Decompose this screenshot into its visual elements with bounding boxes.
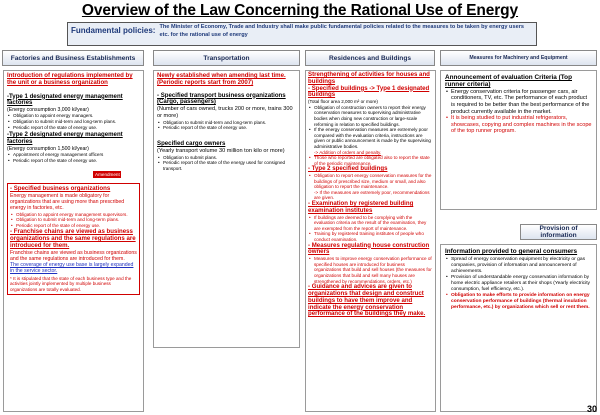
header-transportation: Transportation: [153, 50, 300, 66]
list-item: • Periodic report of the state of energy use.: [7, 125, 140, 131]
examination-heading: - Examination by registered building examination institutes: [308, 200, 414, 214]
page-title: Overview of the Law Concerning the Rational Use of Energy: [81, 2, 519, 19]
house-construction-list: [308, 256, 433, 284]
announcement-heading: Announcement of evaluation Criteria (Top runner criteria): [445, 74, 572, 89]
list-item: • Appointment of energy management officers: [7, 152, 140, 158]
type2-buildings-list: [308, 173, 433, 190]
specified-transport-heading: - Specified transport business organizations (Cargo, passengers): [157, 91, 286, 106]
list-item: • Periodic report of the state of energy use.: [7, 158, 140, 164]
factories-note: * It is stipulated that the state of each business type and the activities jointly implemented by multiple business organizations are totally evaluated.: [10, 275, 132, 292]
list-item: • Obligation to submit mid-term and long-term plans.: [7, 119, 140, 125]
announcement-red-list: [445, 115, 592, 135]
specified-transport-list: [157, 120, 296, 131]
factories-intro: Introduction of regulations implemented by the unit or a business organization: [7, 72, 133, 86]
list-item: • Those who reported are obligated also to report the state of the periodic maintenance.: [308, 155, 433, 166]
specified-list: [10, 212, 137, 229]
cargo-owners-heading: Specified cargo owners: [157, 139, 226, 147]
announcement-list: [445, 89, 592, 115]
list-item: • Spread of energy conservation equipment by electricity or gas companies, provision of information and announcement of achievements.: [445, 257, 592, 275]
list-item: • Obligation of construction owners to report their energy conservation measures to supervising administrative bodies when doing new construction or large-scale reforming in relation to specified buildings.: [308, 105, 433, 127]
amendment-badge: Amendment: [95, 172, 120, 178]
strengthening-heading: Strengthening of activities for houses and buildings: [308, 71, 430, 85]
list-item: • Obligation to appoint energy management supervisors.: [10, 212, 137, 218]
cargo-owners-list: [157, 155, 296, 172]
header-residences: Residences and Buildings: [305, 50, 435, 66]
fundamental-policies-box: [67, 22, 537, 46]
specified-buildings-list: [308, 105, 433, 150]
machinery-column: [440, 70, 597, 210]
type1-list: [7, 113, 140, 130]
franchise-blue-text: The coverage of energy use base is largely expanded in the service sector.: [10, 262, 134, 275]
type1-sub: (Energy consumption 3,000 kl/year): [7, 107, 89, 114]
franchise-text: Franchise chains are viewed as business organizations and the same regulations are introduced for them.: [10, 249, 137, 262]
list-item: • Training by registered training institutes of people who conduct examination.: [308, 231, 433, 242]
list-item: • Measures to improve energy conservation performance of specified houses are introduced for business organizations that build and sell houses (the measures for organizations that build and sell many houses are strengthened by recommendations, orders, etc.): [308, 256, 433, 284]
factories-column: [3, 70, 144, 412]
provision-column: [440, 244, 597, 412]
list-item: • Periodic report of the state of energy use.: [157, 125, 296, 131]
list-item: • Provision of understandable energy conservation information by home electric appliance retailers at their shops (Yearly electricity consumption, fuel efficiency, etc.).: [445, 275, 592, 293]
examination-list: [308, 215, 433, 243]
transport-new-heading: Newly established when amending last time. (Periodic reports start from 2007): [157, 72, 286, 86]
specified-buildings-list-2: [308, 155, 433, 166]
list-item: • Periodic report of the state of energy use.: [10, 223, 137, 229]
header-factories: Factories and Business Establishments: [2, 50, 144, 66]
list-item: • Obligation to report energy conservation measures for the buildings of prescribed size, medium or small, and also obligation to report the maintenance.: [308, 173, 433, 190]
header-machinery: Measures for Machinery and Equipment: [440, 50, 597, 66]
list-item: • Obligation to make efforts to provide information on energy conservation performance of buildings (thermal insulation performance, etc.) by organizations which sell or rent them.: [445, 293, 592, 311]
provision-list: [445, 257, 592, 293]
list-item: • Obligation to submit plans.: [157, 155, 296, 161]
list-item: • If the energy conservation measures are extremely poor compared with the evaluation criteria, instructions are given or public announcement is made by the supervising administrative bodies.: [308, 127, 433, 149]
provision-heading: Information provided to general consumers: [445, 248, 578, 255]
type2-list: [7, 152, 140, 163]
house-construction-heading: - Measures regulating house construction owners: [308, 241, 430, 256]
cargo-owners-text: (Yearly transport volume 30 million ton kilo or more): [157, 147, 285, 154]
transportation-column: [153, 70, 300, 348]
type2-buildings-heading: - Type 2 specified buildings: [308, 165, 388, 173]
orders-penalty-text: -> Addition of orders and penalty.: [314, 149, 382, 155]
list-item: • Obligation to submit mid-term and long-term plans.: [157, 120, 296, 126]
list-item: • If buildings are deemed to be complying with the evaluation criteria as the result of the examination, they are exempted from the report of maintenance.: [308, 215, 433, 232]
fundamental-label: Fundamental policies:: [71, 26, 156, 35]
list-item: • Obligation to submit mid-term and long-term plans.: [10, 217, 137, 223]
list-item: • It is being studied to put industrial refrigerators, showcases, copying and complex machines in the scope of the top runner program.: [445, 115, 592, 135]
specified-business-box: [7, 183, 140, 295]
list-item: • Obligation to appoint energy managers.: [7, 113, 140, 119]
residences-column: [305, 70, 436, 412]
fundamental-text: The Minister of Economy, Trade and Industry shall make public fundamental policies related to the measures to be taken by energy users etc. for the rational use of energy: [159, 24, 524, 38]
page-number: 30: [586, 404, 597, 414]
specified-buildings-heading: - Specified buildings -> Type 1 designated buildings: [308, 84, 430, 99]
provision-red-list: [445, 293, 592, 311]
specified-heading: - Specified business organizations: [10, 185, 111, 193]
header-provision: Provision of information: [520, 224, 597, 240]
type2-recommendation-text: -> If the measures are extremely poor, recommendations are given.: [314, 189, 430, 201]
type2-sub: (Energy consumption 1,500 kl/year): [7, 145, 89, 152]
specified-buildings-sub: (Total floor area 2,000 m² or more): [308, 99, 378, 105]
list-item: • Energy conservation criteria for passenger cars, air conditioners, TV, etc. The performance of each product is required to be better than the best performance of the product currently available in the market.: [445, 89, 592, 115]
franchise-heading: - Franchise chains are viewed as business organizations and the same regulations are introduced for them.: [10, 228, 136, 249]
type2-heading: -Type 2 designated energy management factories: [7, 131, 123, 145]
type1-heading: -Type 1 designated energy management factories: [7, 92, 123, 107]
specified-text: Energy management is made obligatory for organizations that are using more than prescribed energy in factories, etc.: [10, 192, 125, 212]
guidance-heading: - Guidance and advices are given to organizations that design and construct buildings to have them improve and indicate the energy conservation performance of the buildings they make.: [308, 283, 426, 318]
list-item: • Periodic report of the state of the energy used for consigned transport.: [157, 160, 296, 171]
specified-transport-text: (Number of cars owned, trucks 200 or more, trains 300 or more): [157, 106, 293, 119]
